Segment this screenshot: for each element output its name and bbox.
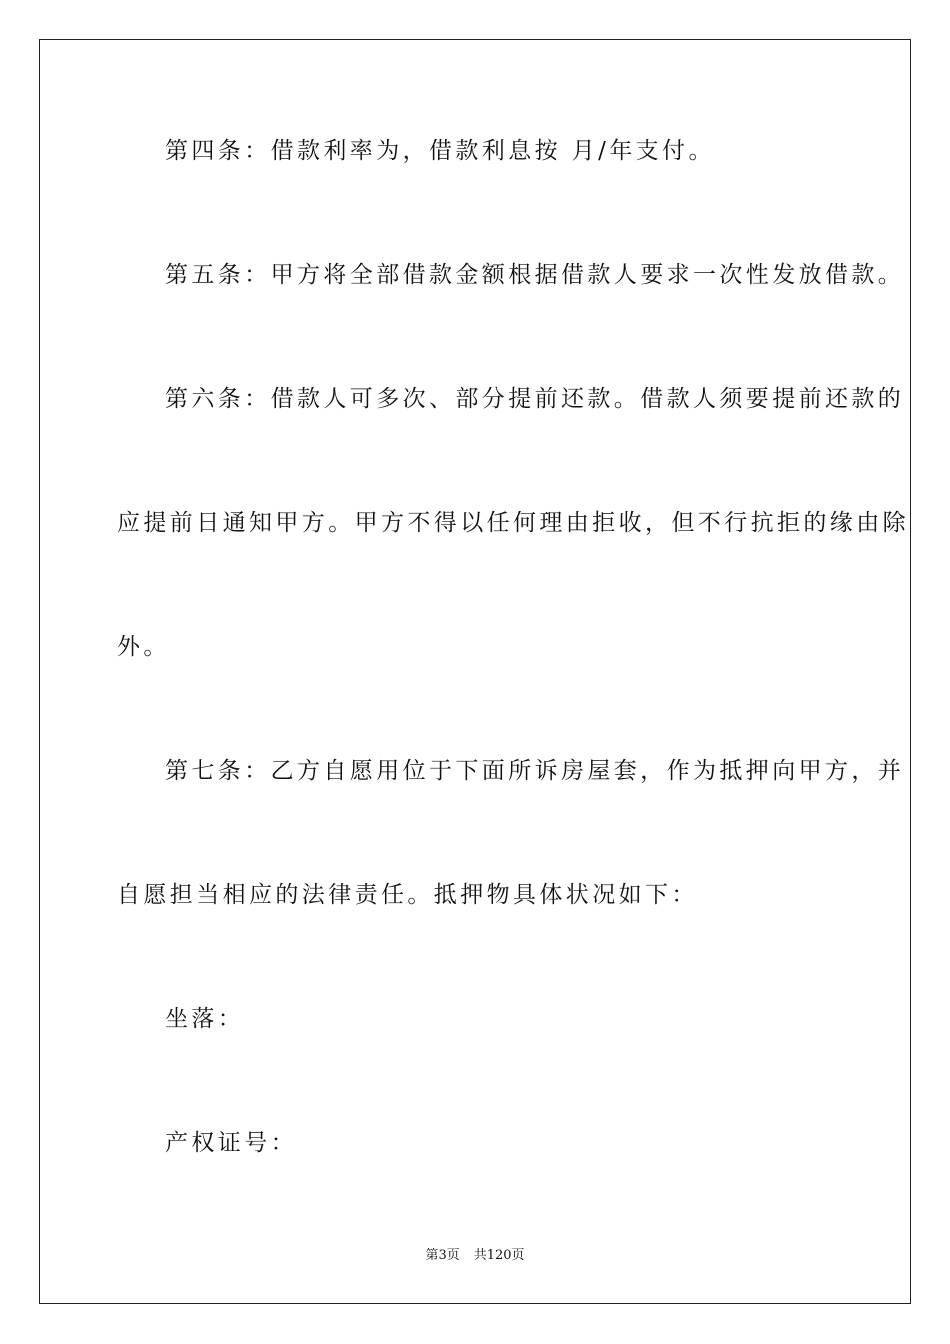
clause-5-line: 第五条：甲方将全部借款金额根据借款人要求一次性发放借款。 xyxy=(165,262,905,288)
clause-6-line-1: 第六条：借款人可多次、部分提前还款。借款人须要提前还款的 xyxy=(165,386,905,412)
clause-7-line-1: 第七条：乙方自愿用位于下面所诉房屋套，作为抵押向甲方，并 xyxy=(165,758,905,784)
page-border xyxy=(39,39,911,1304)
page-footer xyxy=(0,1247,950,1265)
clause-6-line-2: 应提前日通知甲方。甲方不得以任何理由拒收，但不行抗拒的缘由除 xyxy=(117,510,909,536)
page-number: 第3页 xyxy=(425,1248,460,1263)
clause-7-line-2: 自愿担当相应的法律责任。抵押物具体状况如下： xyxy=(117,882,698,908)
page-total: 共120页 xyxy=(473,1248,525,1263)
clause-4-line: 第四条：借款利率为，借款利息按 月/年支付。 xyxy=(165,138,715,164)
property-certificate-field: 产权证号： xyxy=(165,1130,297,1156)
clause-6-line-3: 外。 xyxy=(117,634,170,660)
location-field: 坐落： xyxy=(165,1006,245,1032)
